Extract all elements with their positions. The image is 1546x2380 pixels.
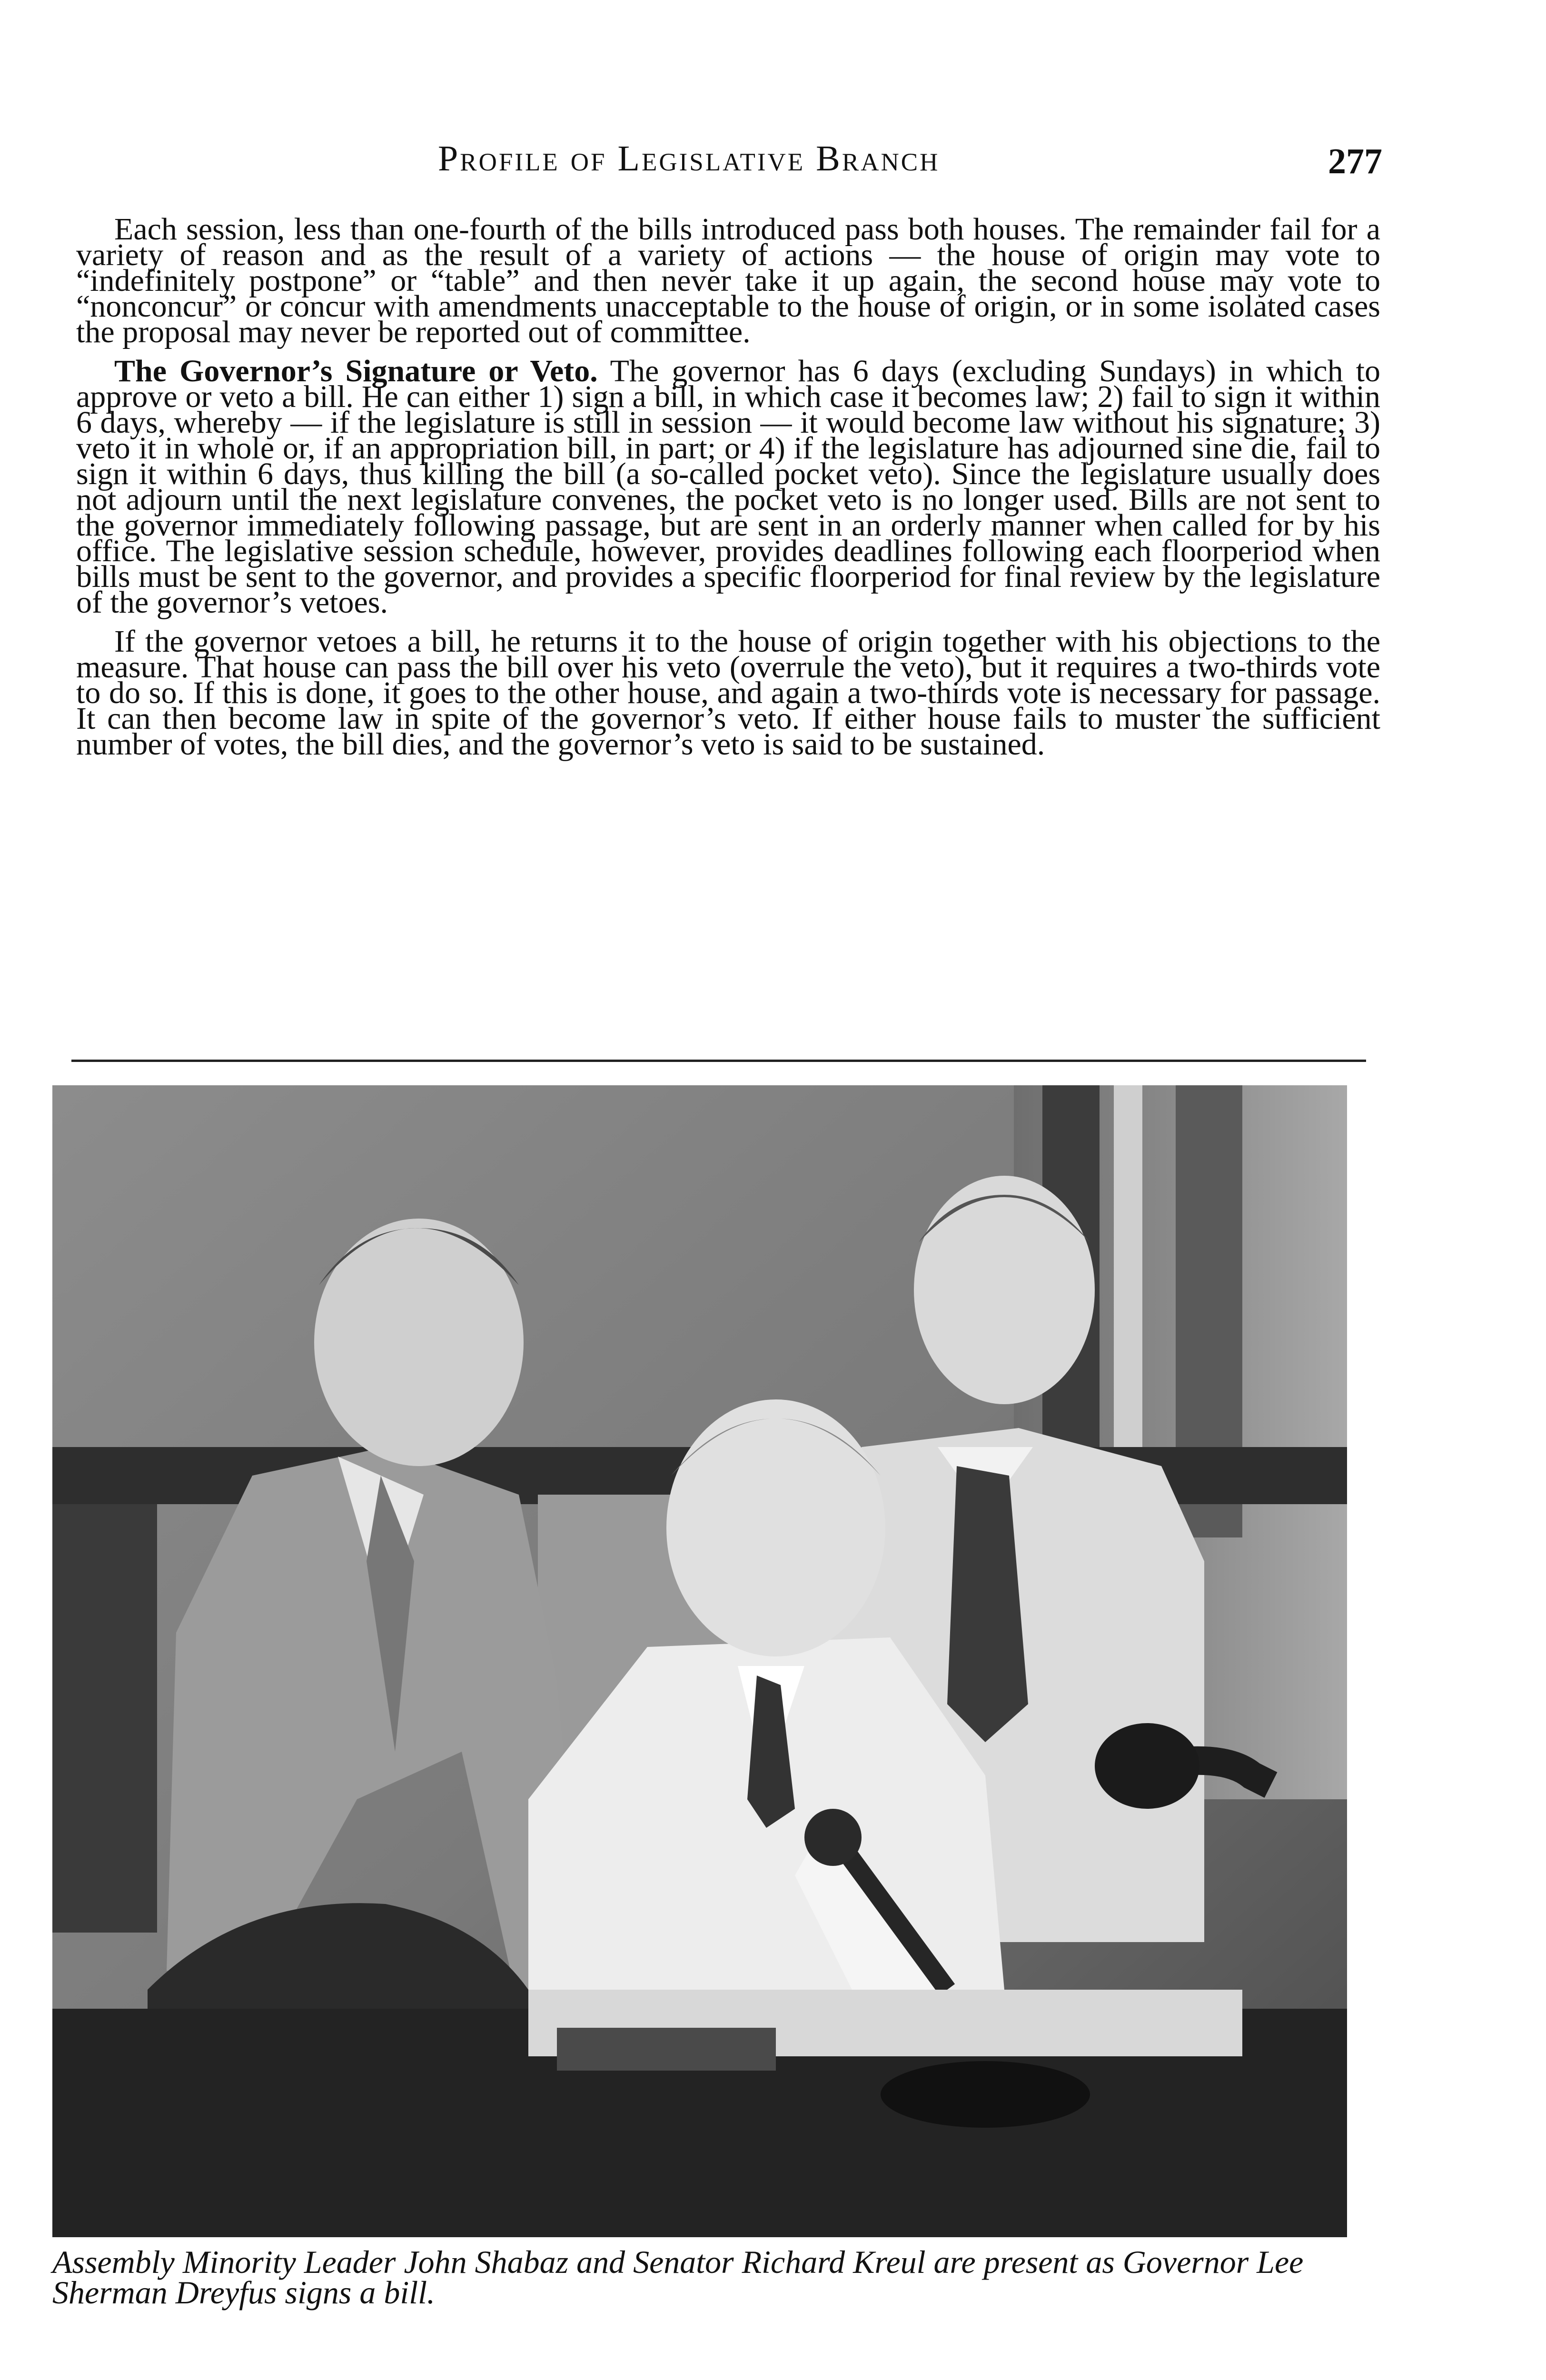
section-heading: The Governor’s Signature or Veto.	[114, 354, 598, 388]
photo-caption: Assembly Minority Leader John Shabaz and Senator Richard Kreul are present as Governor Lee Sherman Dreyfus signs a bill.	[52, 2244, 1304, 2311]
page-number: 277	[1328, 141, 1382, 181]
photograph-illustration	[52, 1085, 1347, 2237]
paragraph-bill-outcomes: Each session, less than one-fourth of the bills introduced pass both houses. The remainder fail for a variety of reason and as the result of a variety of actions — the house of origin may vote to “indefinitely postpone” or “table” and then never take it up again, the second house may vote to “nonconcur” or concur with amendments unacceptable to the house of origin, or in some isolated cases the proposal may never be reported out of committee.	[76, 212, 1380, 349]
section-divider	[71, 1060, 1366, 1062]
page-header	[0, 138, 1546, 190]
running-head: Profile of Legislative Branch	[438, 139, 940, 178]
body-text	[76, 212, 1380, 771]
paragraph-governor-signature-text: The governor has 6 days (excluding Sundays) in which to approve or veto a bill. He can either 1) sign a bill, in which case it becomes law; 2) fail to sign it within 6 days, whereby — if the legislature is still in session — it would become law without his signature; 3) veto it in whole or, if an appropriation bill, in part; or 4) if the legislature has adjourned sine die, fail to sign it within 6 days, thus killing the bill (a so-called pocket veto). Since the legislature usually does not adjourn until the next legislature convenes, the pocket veto is no longer used. Bills are not sent to the governor immediately following passage, but are sent in an orderly manner when called for by his office. The legislative session schedule, however, provides deadlines following each floorperiod when bills must be sent to the governor, and provides a specific floorperiod for final review by the legislature of the governor’s vetoes.	[76, 354, 1380, 620]
paragraph-governor-signature	[76, 354, 1380, 620]
paragraph-veto-override: If the governor vetoes a bill, he returns it to the house of origin together with his objections to the measure. That house can pass the bill over his veto (overrule the veto), but it requires a two-thirds vote to do so. If this is done, it goes to the other house, and again a two-thirds vote is necessary for passage. It can then become law in spite of the governor’s veto. If either house fails to muster the sufficient number of votes, the bill dies, and the governor’s veto is said to be sustained.	[76, 624, 1380, 762]
photograph	[52, 1085, 1347, 2237]
